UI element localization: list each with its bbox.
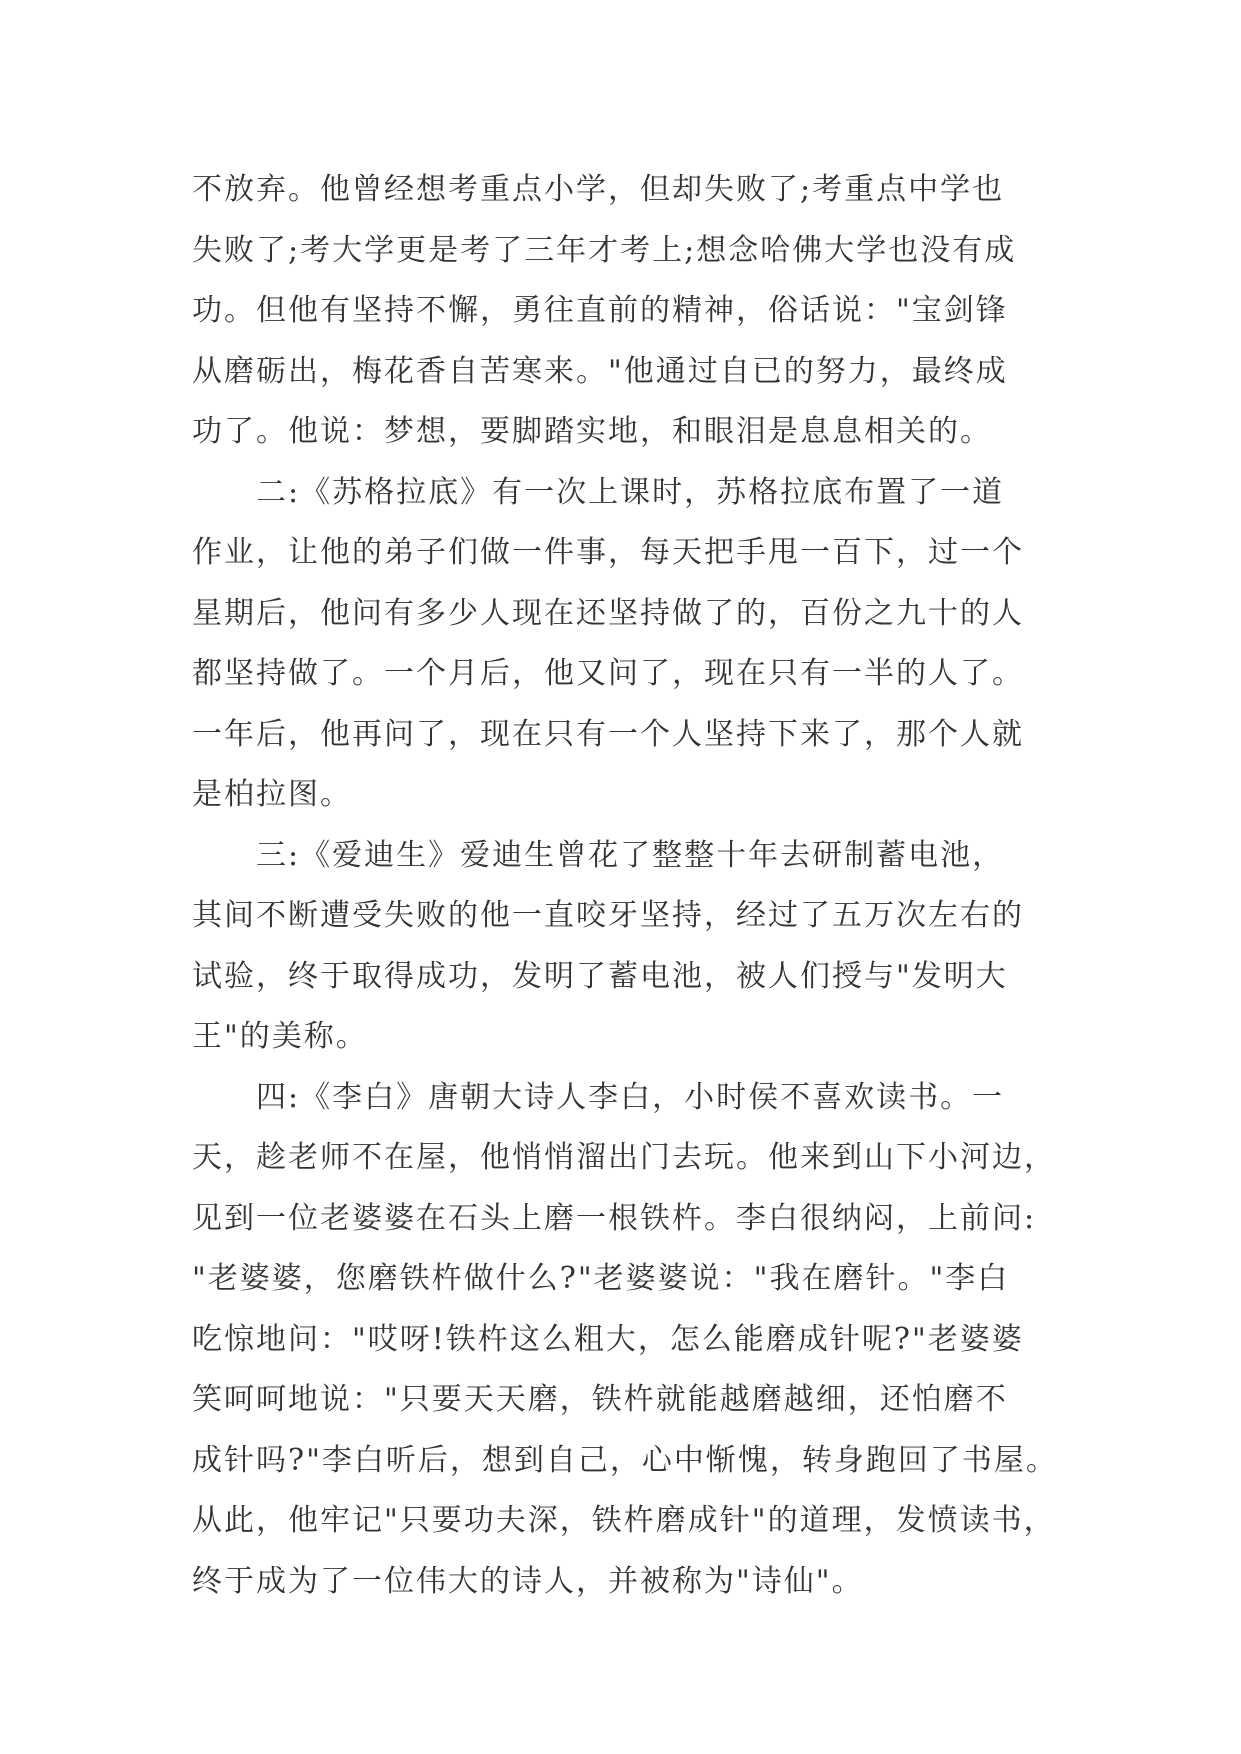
text-line: 功了。他说：梦想，要脚踏实地，和眼泪是息息相关的。 (192, 414, 992, 449)
text-line: 都坚持做了。一个月后，他又问了，现在只有一半的人了。 (192, 656, 1024, 691)
text-line: 是柏拉图。 (192, 777, 352, 812)
paragraph-socrates (192, 463, 1052, 826)
paragraph-edison (192, 826, 1052, 1068)
text-line: 从此，他牢记"只要功夫深，铁杵磨成针"的道理，发愤读书， (192, 1503, 1056, 1538)
paragraph-1 (192, 160, 1052, 463)
text-line: 一年后，他再问了，现在只有一个人坚持下来了，那个人就 (192, 716, 1024, 752)
text-line: 失败了;考大学更是考了三年才考上;想念哈佛大学也没有成 (192, 232, 1017, 268)
text-line: 二:《苏格拉底》有一次上课时，苏格拉底布置了一道 (256, 474, 1005, 510)
text-line: 吃惊地问："哎呀!铁杵这么粗大，怎么能磨成针呢?"老婆婆 (192, 1321, 1024, 1357)
document-body (192, 160, 1058, 1612)
text-line: 成针吗?"李白听后，想到自己，心中惭愧，转身跑回了书屋。 (192, 1442, 1058, 1478)
text-line: 见到一位老婆婆在石头上磨一根铁杵。李白很纳闷，上前问: (192, 1200, 1037, 1236)
text-line: 四:《李白》唐朝大诗人李白，小时侯不喜欢读书。一 (256, 1079, 1005, 1115)
text-line: 作业，让他的弟子们做一件事，每天把手甩一百下，过一个 (192, 535, 1024, 570)
text-line: 其间不断遭受失败的他一直咬牙坚持，经过了五万次左右的 (192, 898, 1024, 933)
text-line: 试验，终于取得成功，发明了蓄电池，被人们授与"发明大 (192, 958, 1008, 994)
text-line: 三:《爱迪生》爱迪生曾花了整整十年去研制蓄电池， (256, 837, 1005, 873)
text-line: 王"的美称。 (192, 1019, 368, 1054)
paragraph-li-bai (192, 1068, 1058, 1613)
text-line: "老婆婆，您磨铁杵做什么?"老婆婆说："我在磨针。"李白 (192, 1261, 1010, 1296)
text-line: 不放弃。他曾经想考重点小学，但却失败了;考重点中学也 (192, 172, 1005, 207)
text-line: 从磨砺出，梅花香自苦寒来。"他通过自已的努力，最终成 (192, 353, 1008, 389)
text-line: 终于成为了一位伟大的诗人，并被称为"诗仙"。 (192, 1563, 864, 1599)
text-line: 星期后，他问有多少人现在还坚持做了的，百份之九十的人 (192, 595, 1024, 631)
text-line: 天，趁老师不在屋，他悄悄溜出门去玩。他来到山下小河边， (192, 1140, 1056, 1175)
text-line: 功。但他有坚持不懈，勇往直前的精神，俗话说："宝剑锋 (192, 293, 1008, 328)
text-line: 笑呵呵地说："只要天天磨，铁杵就能越磨越细，还怕磨不 (192, 1382, 1008, 1417)
